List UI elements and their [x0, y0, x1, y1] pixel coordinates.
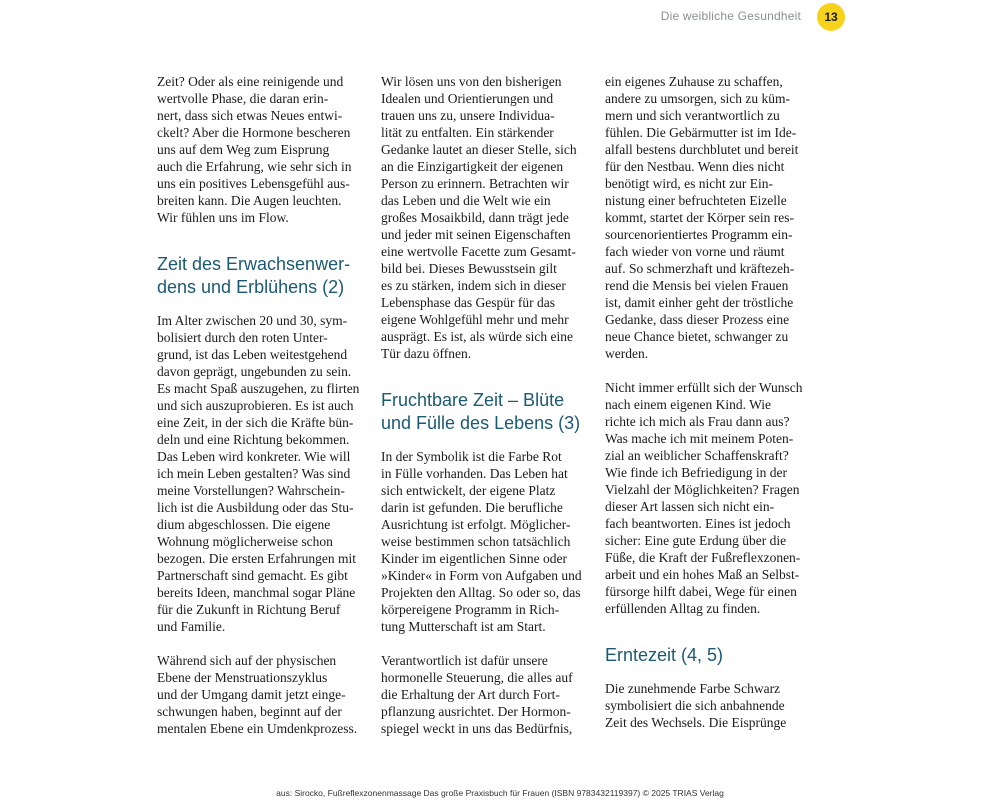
text-line: uns ein positives Lebensgefühl aus- [157, 176, 350, 191]
text-line: Gedanke lautet an dieser Stelle, sich [381, 142, 577, 157]
body-paragraph [605, 379, 805, 617]
text-line: fühlen. Die Gebärmutter ist im Ide- [605, 125, 797, 140]
text-line: Es macht Spaß auszugehen, zu flirten [157, 381, 360, 396]
text-line: deln und eine Richtung bekommen. [157, 432, 350, 447]
text-line: für die Zukunft in Richtung Beruf [157, 602, 341, 617]
text-line: werden. [605, 346, 649, 361]
text-line: sicher: Eine gute Erdung über die [605, 533, 787, 548]
text-line: breiten kann. Die Augen leuchten. [157, 193, 342, 208]
text-line: ckelt? Aber die Hormone bescheren [157, 125, 351, 140]
text-line: die Erhaltung der Art durch Fort- [381, 687, 560, 702]
text-line: Die zunehmende Farbe Schwarz [605, 681, 781, 696]
text-line: neue Chance bietet, schwanger zu [605, 329, 789, 344]
text-line: darin ist gefunden. Die berufliche [381, 500, 563, 515]
text-line: Kinder im eigentlichen Sinne oder [381, 551, 567, 566]
text-line: sourcenorientiertes Programm ein- [605, 227, 793, 242]
text-line: In der Symbolik ist die Farbe Rot [381, 449, 562, 464]
text-line: Wir lösen uns von den bisherigen [381, 74, 562, 89]
text-line: Ebene der Menstruationszyklus [157, 670, 328, 685]
text-line: trauen uns zu, unsere Individua- [381, 108, 555, 123]
text-line: fürsorge hilft dabei, Wege für einen [605, 584, 797, 599]
text-line: mern und sich verantwortlich zu [605, 108, 780, 123]
text-line: alfall bestens durchblutet und bereit [605, 142, 799, 157]
text-line: Zeit des Wechsels. Die Eisprünge [605, 715, 787, 730]
text-line: hormonelle Steuerung, die alles auf [381, 670, 573, 685]
text-line: sich entwickelt, der eigene Platz [381, 483, 556, 498]
body-paragraph [605, 680, 805, 731]
body-paragraph [157, 652, 357, 737]
text-line: »Kinder« in Form von Aufgaben und [381, 568, 582, 583]
text-line: nach einem eigenen Kind. Wie [605, 397, 772, 412]
text-line: uns auf dem Weg zum Eisprung [157, 142, 330, 157]
heading-line: Fruchtbare Zeit – Blüte [381, 390, 565, 410]
heading-line: und Fülle des Lebens (3) [381, 413, 581, 433]
text-line: zial an weiblicher Schaffenskraft? [605, 448, 789, 463]
text-line: eigene Wohlgefühl mehr und mehr [381, 312, 569, 327]
text-line: ein eigenes Zuhause zu schaffen, [605, 74, 783, 89]
text-line: spiegel weckt in uns das Bedürfnis, [381, 721, 573, 736]
text-line: erfüllenden Alltag zu finden. [605, 601, 761, 616]
text-line: rend die Mensis bei vielen Frauen [605, 278, 789, 293]
text-line: für den Nestbau. Wenn dies nicht [605, 159, 785, 174]
body-paragraph [157, 312, 360, 635]
text-line: tung Mutterschaft ist am Start. [381, 619, 546, 634]
heading-line: Erntezeit (4, 5) [605, 645, 724, 665]
text-line: wertvolle Phase, die daran erin- [157, 91, 329, 106]
text-line: Person zu erinnern. Betrachten wir [381, 176, 569, 191]
heading-line: dens und Erblühens (2) [157, 277, 345, 297]
text-line: meine Vorstellungen? Wahrschein- [157, 483, 345, 498]
text-line: Lebensphase das Gespür für das [381, 295, 555, 310]
text-line: ausprägt. Es ist, als würde sich eine [381, 329, 573, 344]
source-citation: aus: Sirocko, Fußreflexzonenmassage Das große Praxisbuch für Frauen (ISBN 9783432119397) © 2025 TRIAS Verlag [276, 788, 724, 798]
text-line: bild bei. Dieses Bewusstsein gilt [381, 261, 557, 276]
text-line: bezogen. Die ersten Erfahrungen mit [157, 551, 357, 566]
text-line: Wir fühlen uns im Flow. [157, 210, 289, 225]
section-heading [157, 253, 357, 299]
section-heading [381, 389, 581, 435]
text-line: dieser Art lassen sich nicht ein- [605, 499, 775, 514]
page-number-badge: 13 [817, 3, 845, 31]
text-line: und sich auszuprobieren. Es ist auch [157, 398, 354, 413]
text-line: davon geprägt, ungebunden zu sein. [157, 364, 352, 379]
text-line: Verantwortlich ist dafür unsere [381, 653, 548, 668]
text-line: es zu stärken, indem sich in dieser [381, 278, 566, 293]
text-line: grund, ist das Leben weitestgehend [157, 347, 348, 362]
text-line: symbolisiert die sich anbahnende [605, 698, 785, 713]
text-line: andere zu umsorgen, sich zu küm- [605, 91, 790, 106]
text-column-1 [157, 73, 360, 737]
text-column-2 [381, 73, 581, 737]
body-paragraph [381, 652, 581, 737]
text-line: eine wertvolle Facette zum Gesamt- [381, 244, 576, 259]
text-line: benötigt wird, es nicht zur Ein- [605, 176, 773, 191]
text-line: das Leben und die Welt wie ein [381, 193, 551, 208]
text-line: bereits Ideen, manchmal sogar Pläne [157, 585, 356, 600]
body-paragraph [157, 73, 357, 226]
text-line: lich ist die Ausbildung oder das Stu- [157, 500, 354, 515]
text-line: und jeder mit seinen Eigenschaften [381, 227, 571, 242]
text-line: Tür dazu öffnen. [381, 346, 472, 361]
text-line: mentalen Ebene ein Umdenkprozess. [157, 721, 358, 736]
text-line: nistung einer befruchteten Eizelle [605, 193, 787, 208]
body-paragraph [381, 448, 581, 635]
text-line: in Fülle vorhanden. Das Leben hat [381, 466, 568, 481]
text-line: auch die Erfahrung, wie sehr sich in [157, 159, 352, 174]
text-line: lität zu entfalten. Ein stärkender [381, 125, 554, 140]
text-line: Wohnung möglicherweise schon [157, 534, 333, 549]
text-line: Was mache ich mit meinem Poten- [605, 431, 794, 446]
text-line: Projekten den Alltag. So oder so, das [381, 585, 581, 600]
text-line: Nicht immer erfüllt sich der Wunsch [605, 380, 803, 395]
text-line: pflanzung ausrichtet. Der Hormon- [381, 704, 571, 719]
heading-line: Zeit des Erwachsenwer- [157, 254, 351, 274]
text-line: ich mein Leben gestalten? Was sind [157, 466, 351, 481]
text-line: Ausrichtung ist erfolgt. Möglicher- [381, 517, 571, 532]
text-line: und der Umgang damit jetzt einge- [157, 687, 346, 702]
text-line: Gedanke, dass dieser Prozess eine [605, 312, 790, 327]
text-line: arbeit und ein hohes Maß an Selbst- [605, 567, 800, 582]
body-paragraph [381, 73, 581, 362]
text-line: dium abgeschlossen. Die eigene [157, 517, 331, 532]
text-line: Wie finde ich Befriedigung in der [605, 465, 788, 480]
text-line: Während sich auf der physischen [157, 653, 337, 668]
text-line: ist, damit einher geht der tröstliche [605, 295, 794, 310]
text-line: auf. So schmerzhaft und kräftezeh- [605, 261, 795, 276]
text-line: Füße, die Kraft der Fußreflexzonen- [605, 550, 801, 565]
text-line: eine Zeit, in der sich die Kräfte bün- [157, 415, 354, 430]
section-heading [605, 644, 805, 667]
text-line: Partnerschaft sind gemacht. Es gibt [157, 568, 348, 583]
text-line: Zeit? Oder als eine reinigende und [157, 74, 344, 89]
text-line: Das Leben wird konkreter. Wie will [157, 449, 351, 464]
body-paragraph [605, 73, 805, 362]
text-line: Idealen und Orientierungen und [381, 91, 554, 106]
text-line: nert, dass sich etwas Neues entwi- [157, 108, 343, 123]
text-line: Im Alter zwischen 20 und 30, sym- [157, 313, 348, 328]
running-title: Die weibliche Gesundheit [660, 9, 801, 23]
text-line: richte ich mich als Frau dann aus? [605, 414, 790, 429]
text-line: fach beantworten. Eines ist jedoch [605, 516, 791, 531]
text-line: und Familie. [157, 619, 226, 634]
text-line: Vielzahl der Möglichkeiten? Fragen [605, 482, 800, 497]
text-column-3 [605, 73, 805, 731]
text-line: bolisiert durch den roten Unter- [157, 330, 328, 345]
text-line: an die Einzigartigkeit der eigenen [381, 159, 564, 174]
text-line: körpereigene Programm in Rich- [381, 602, 560, 617]
text-line: weise bestimmen schon tatsächlich [381, 534, 571, 549]
text-line: fach wieder von vorne und räumt [605, 244, 785, 259]
text-line: schwungen haben, beginnt auf der [157, 704, 342, 719]
text-line: kommt, startet der Körper sein res- [605, 210, 794, 225]
text-line: großes Mosaikbild, dann trägt jede [381, 210, 569, 225]
